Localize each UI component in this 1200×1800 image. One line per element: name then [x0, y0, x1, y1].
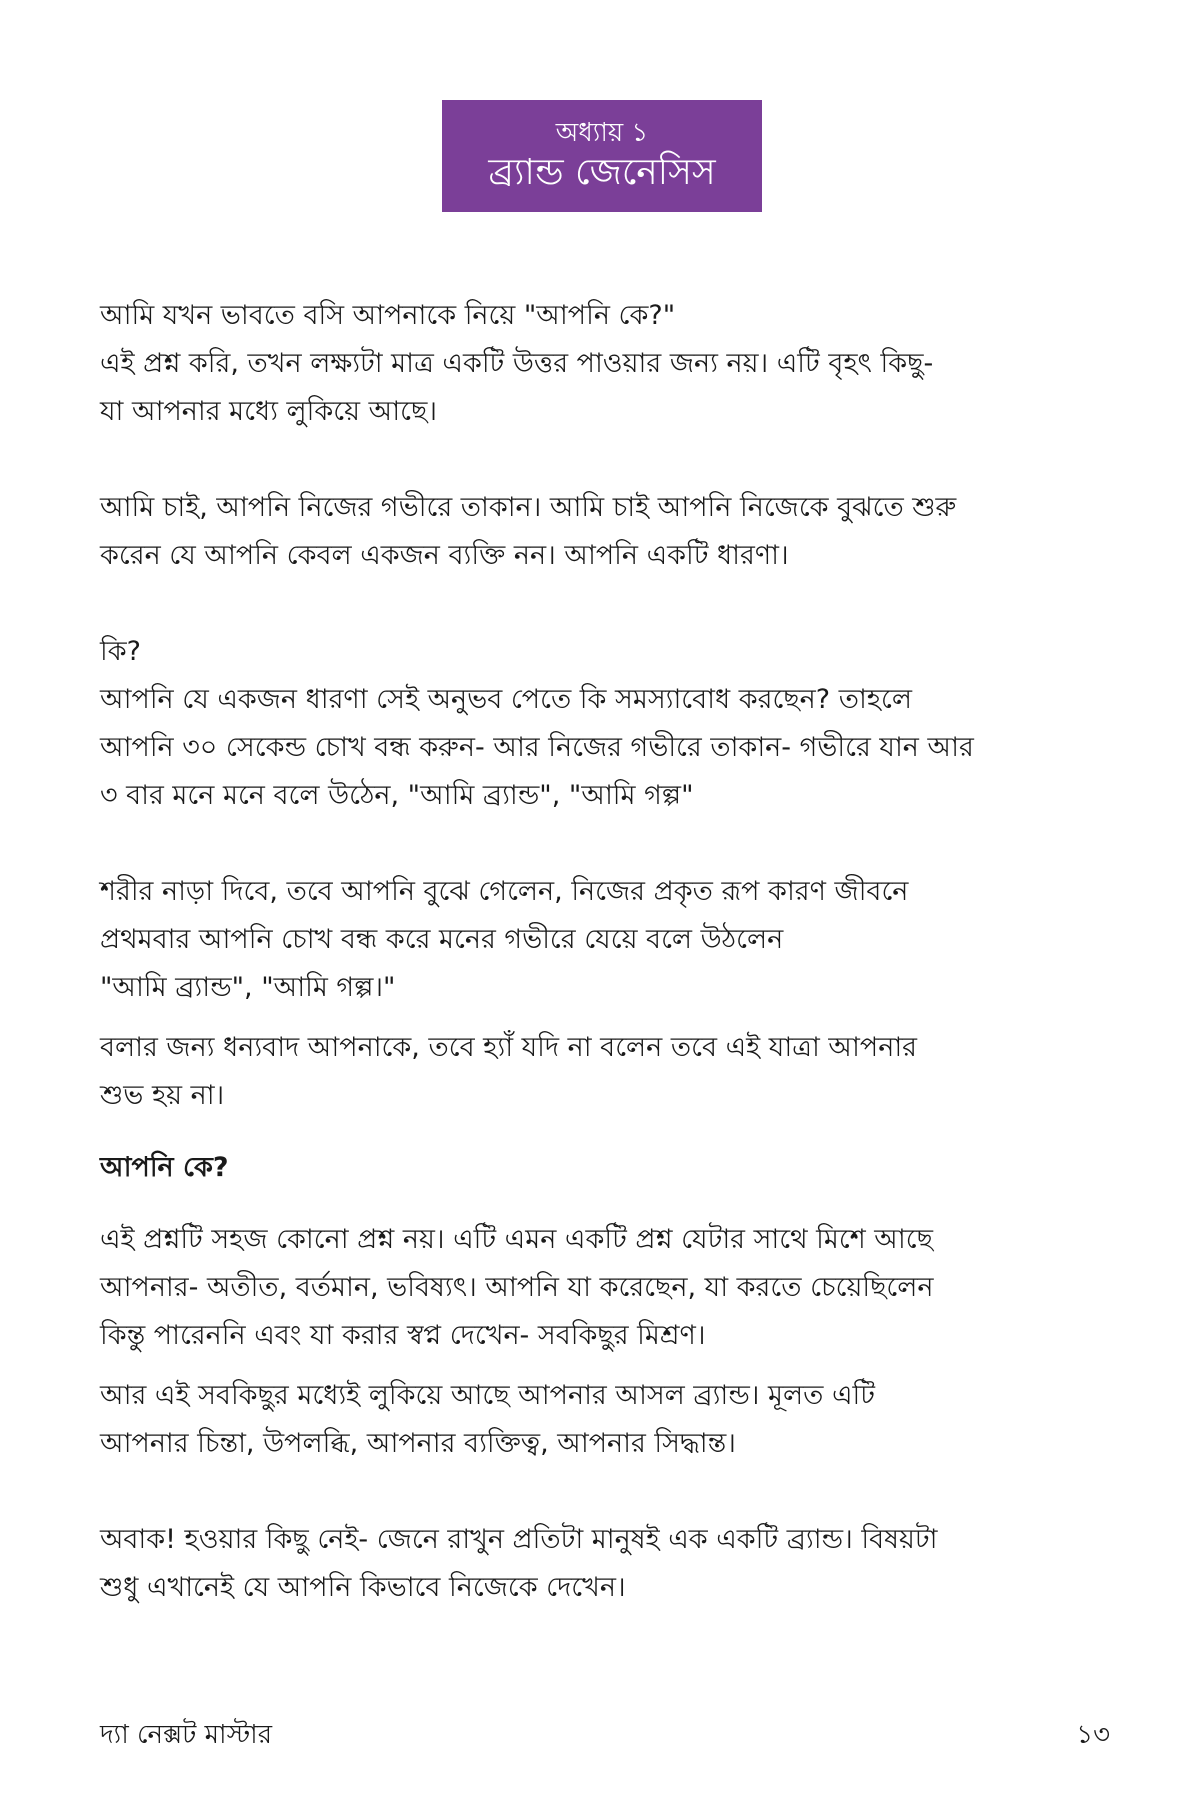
text-line: এই প্রশ্ন করি, তখন লক্ষ্যটা মাত্র একটি উত্তর পাওয়ার জন্য নয়। এটি বৃহৎ কিছু- [100, 348, 934, 379]
text-line: আপনি যে একজন ধারণা সেই অনুভব পেতে কি সমস্যাবোধ করছেন? তাহলে [100, 684, 912, 715]
text-line: ৩ বার মনে মনে বলে উঠেন, "আমি ব্র্যান্ড", "আমি গল্প" [100, 780, 694, 811]
paragraph [100, 1216, 1110, 1360]
paragraph [100, 1516, 1110, 1612]
text-line: অবাক! হওয়ার কিছু নেই- জেনে রাখুন প্রতিটা মানুষই এক একটি ব্র্যান্ড। বিষয়টা [100, 1524, 938, 1555]
page-footer [100, 1718, 1110, 1752]
text-line: বলার জন্য ধন্যবাদ আপনাকে, তবে হ্যাঁ যদি না বলেন তবে এই যাত্রা আপনার [100, 1032, 918, 1063]
paragraph [100, 1372, 1110, 1468]
text-line: আপনি কে? [100, 1152, 229, 1183]
chapter-header [442, 100, 762, 212]
text-line: প্রথমবার আপনি চোখ বন্ধ করে মনের গভীরে যেয়ে বলে উঠলেন [100, 924, 784, 955]
text-line: যা আপনার মধ্যে লুকিয়ে আছে। [100, 396, 437, 427]
paragraph [100, 868, 1110, 1012]
page-number: ১৩ [1076, 1720, 1110, 1750]
text-line: আপনার চিন্তা, উপলব্ধি, আপনার ব্যক্তিত্ব, আপনার সিদ্ধান্ত। [100, 1428, 736, 1459]
text-line: শুভ হয় না। [100, 1080, 225, 1111]
text-line: আপনার- অতীত, বর্তমান, ভবিষ্যৎ। আপনি যা করেছেন, যা করতে চেয়েছিলেন [100, 1272, 934, 1303]
chapter-title: ব্র্যান্ড জেনেসিস [488, 152, 716, 193]
body-text [100, 292, 1110, 1612]
text-line: করেন যে আপনি কেবল একজন ব্যক্তি নন। আপনি একটি ধারণা। [100, 540, 789, 571]
section-heading [100, 1144, 1110, 1192]
text-line: "আমি ব্র্যান্ড", "আমি গল্প।" [100, 972, 396, 1003]
text-line: আমি যখন ভাবতে বসি আপনাকে নিয়ে "আপনি কে?" [100, 300, 676, 331]
text-line: কি? [100, 636, 141, 667]
text-line: আমি চাই, আপনি নিজের গভীরে তাকান। আমি চাই আপনি নিজেকে বুঝতে শুরু [100, 492, 957, 523]
book-title: দ্যা নেক্সট মাস্টার [100, 1720, 273, 1750]
chapter-label: অধ্যায় ১ [555, 118, 649, 148]
text-line: শুধু এখানেই যে আপনি কিভাবে নিজেকে দেখেন। [100, 1572, 626, 1603]
text-line: আর এই সবকিছুর মধ্যেই লুকিয়ে আছে আপনার আসল ব্র্যান্ড। মূলত এটি [100, 1380, 875, 1411]
text-line: এই প্রশ্নটি সহজ কোনো প্রশ্ন নয়। এটি এমন একটি প্রশ্ন যেটার সাথে মিশে আছে [100, 1224, 933, 1255]
text-line: কিন্তু পারেননি এবং যা করার স্বপ্ন দেখেন- সবকিছুর মিশ্রণ। [100, 1320, 706, 1351]
paragraph [100, 484, 1110, 580]
text-line: আপনি ৩০ সেকেন্ড চোখ বন্ধ করুন- আর নিজের গভীরে তাকান- গভীরে যান আর [100, 732, 974, 763]
text-line: শরীর নাড়া দিবে, তবে আপনি বুঝে গেলেন, নিজের প্রকৃত রূপ কারণ জীবনে [100, 876, 909, 907]
paragraph [100, 1024, 1110, 1120]
paragraph [100, 292, 1110, 436]
paragraph [100, 628, 1110, 820]
